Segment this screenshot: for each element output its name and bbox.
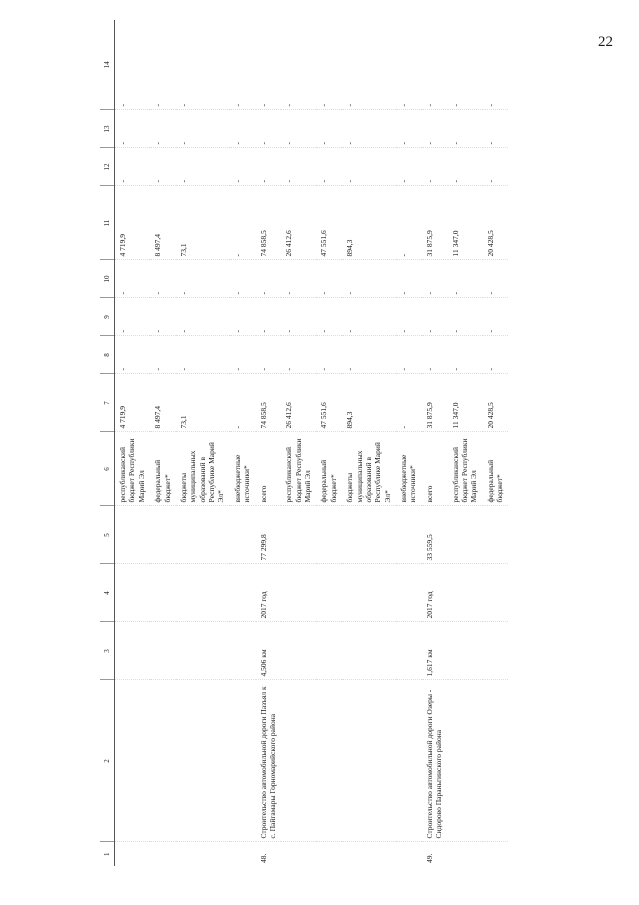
table-row (422, 20, 448, 866)
column-number-2: 2 (100, 680, 115, 842)
table-row (115, 20, 151, 866)
column-number-11: 11 (100, 186, 115, 260)
cell-estimated-cost (281, 506, 316, 564)
cell-value-col-10: - (256, 260, 282, 298)
cell-funding-source: внебюджетные источники* (396, 432, 422, 506)
cell-completion-year (396, 564, 422, 622)
cell-value-col-10: - (422, 260, 448, 298)
cell-value-col-9: - (422, 298, 448, 336)
cell-value-col-11: 47 551,6 (316, 186, 342, 260)
cell-value-col-14: - (150, 20, 176, 110)
table-row (342, 20, 396, 866)
cell-funding-source: федеральный бюджет* (316, 432, 342, 506)
cell-value-col-13: - (316, 110, 342, 148)
cell-value-col-10: - (448, 260, 483, 298)
cell-value-col-11: - (230, 186, 256, 260)
cell-value-col-12: - (396, 148, 422, 186)
cell-value-total: 4 719,9 (115, 374, 151, 432)
cell-value-col-10: - (316, 260, 342, 298)
cell-row-number (150, 842, 176, 866)
cell-value-col-10: - (483, 260, 509, 298)
cell-capacity: 1,617 км (422, 622, 448, 680)
cell-estimated-cost (115, 506, 151, 564)
table-row (256, 20, 282, 866)
cell-row-number: 48. (258, 853, 268, 863)
cell-estimated-cost (448, 506, 483, 564)
cell-value-total: 11 347,0 (448, 374, 483, 432)
cell-value-col-8: - (342, 336, 396, 374)
cell-funding-source: всего (422, 432, 448, 506)
table-body (100, 20, 508, 866)
cell-value-col-8: - (150, 336, 176, 374)
column-number-14: 14 (100, 20, 115, 110)
cell-completion-year: 2017 год (422, 564, 448, 622)
cell-capacity (281, 622, 316, 680)
header-number-row (100, 20, 115, 866)
cell-value-col-10: - (115, 260, 151, 298)
cell-estimated-cost: 77 299,8 (256, 506, 282, 564)
column-number-6: 6 (100, 432, 115, 506)
cell-value-col-13: - (176, 110, 230, 148)
cell-value-col-10: - (281, 260, 316, 298)
cell-object-name (115, 680, 151, 842)
cell-row-number (176, 842, 230, 866)
column-number-9: 9 (100, 298, 115, 336)
cell-value-col-12: - (342, 148, 396, 186)
cell-value-col-11: - (396, 186, 422, 260)
cell-funding-source: федеральный бюджет* (483, 432, 509, 506)
cell-value-total: 31 875,9 (422, 374, 448, 432)
cell-capacity (483, 622, 509, 680)
cell-value-col-12: - (316, 148, 342, 186)
column-number-1: 1 (100, 842, 115, 866)
cell-value-col-13: - (483, 110, 509, 148)
cell-value-col-9: - (281, 298, 316, 336)
cell-value-total: 20 428,5 (483, 374, 509, 432)
cell-value-col-9: - (316, 298, 342, 336)
cell-capacity (230, 622, 256, 680)
cell-value-col-11: 31 875,9 (422, 186, 448, 260)
cell-value-total: 26 412,6 (281, 374, 316, 432)
budget-table (100, 20, 508, 866)
cell-value-col-13: - (230, 110, 256, 148)
cell-value-col-14: - (230, 20, 256, 110)
cell-completion-year (448, 564, 483, 622)
cell-object-name (342, 680, 396, 842)
cell-value-col-12: - (150, 148, 176, 186)
cell-row-number (342, 842, 396, 866)
cell-completion-year (115, 564, 151, 622)
cell-capacity: 4,506 км (256, 622, 282, 680)
column-number-4: 4 (100, 564, 115, 622)
cell-value-col-11: 4 719,9 (115, 186, 151, 260)
cell-completion-year (176, 564, 230, 622)
cell-value-col-14: - (483, 20, 509, 110)
column-number-8: 8 (100, 336, 115, 374)
cell-capacity (448, 622, 483, 680)
cell-funding-source: республиканский бюджет Республики Марий Эл (448, 432, 483, 506)
cell-funding-source: республиканский бюджет Республики Марий Эл (115, 432, 151, 506)
cell-value-col-14: - (342, 20, 396, 110)
cell-estimated-cost (342, 506, 396, 564)
cell-object-name: Строительство автомобильной дороги Озеры - Сидорово Параньгинского района (422, 680, 448, 842)
cell-capacity (342, 622, 396, 680)
cell-value-col-13: - (150, 110, 176, 148)
cell-value-col-11: 8 497,4 (150, 186, 176, 260)
cell-value-col-14: - (422, 20, 448, 110)
cell-object-name (448, 680, 483, 842)
cell-value-col-9: - (256, 298, 282, 336)
cell-value-col-11: 74 858,5 (256, 186, 282, 260)
cell-value-col-11: 26 412,6 (281, 186, 316, 260)
cell-value-total: 8 497,4 (150, 374, 176, 432)
cell-value-col-9: - (448, 298, 483, 336)
cell-value-col-13: - (281, 110, 316, 148)
cell-value-col-12: - (448, 148, 483, 186)
cell-object-name (483, 680, 509, 842)
cell-value-col-9: - (396, 298, 422, 336)
cell-completion-year (150, 564, 176, 622)
cell-capacity (316, 622, 342, 680)
cell-value-col-8: - (176, 336, 230, 374)
cell-funding-source: республиканский бюджет Республики Марий Эл (281, 432, 316, 506)
cell-value-total: - (230, 374, 256, 432)
cell-completion-year (281, 564, 316, 622)
cell-value-col-9: - (342, 298, 396, 336)
cell-value-col-11: 11 347,0 (448, 186, 483, 260)
cell-object-name (230, 680, 256, 842)
cell-completion-year: 2017 год (256, 564, 282, 622)
cell-estimated-cost (230, 506, 256, 564)
column-number-12: 12 (100, 148, 115, 186)
cell-value-col-8: - (422, 336, 448, 374)
table-row (483, 20, 509, 866)
cell-value-col-14: - (448, 20, 483, 110)
cell-object-name (150, 680, 176, 842)
cell-value-col-11: 73,1 (176, 186, 230, 260)
cell-value-col-13: - (448, 110, 483, 148)
rotated-table-frame (100, 20, 639, 866)
cell-value-col-8: - (115, 336, 151, 374)
cell-funding-source: бюджеты муниципальных образований в Республике Марий Эл* (176, 432, 230, 506)
cell-estimated-cost (150, 506, 176, 564)
page-number: 22 (598, 34, 613, 50)
cell-row-number (316, 842, 342, 866)
cell-value-col-14: - (176, 20, 230, 110)
cell-capacity (176, 622, 230, 680)
cell-row-number (115, 842, 151, 866)
column-number-5: 5 (100, 506, 115, 564)
table-row (396, 20, 422, 866)
cell-row-number (448, 842, 483, 866)
cell-capacity (396, 622, 422, 680)
cell-value-col-14: - (281, 20, 316, 110)
cell-estimated-cost (483, 506, 509, 564)
cell-value-col-8: - (483, 336, 509, 374)
cell-value-col-9: - (230, 298, 256, 336)
cell-completion-year (316, 564, 342, 622)
cell-value-col-10: - (396, 260, 422, 298)
cell-value-col-9: - (115, 298, 151, 336)
cell-value-col-8: - (316, 336, 342, 374)
cell-value-total: - (396, 374, 422, 432)
cell-estimated-cost (396, 506, 422, 564)
cell-value-col-8: - (448, 336, 483, 374)
cell-value-col-10: - (176, 260, 230, 298)
cell-value-col-13: - (422, 110, 448, 148)
cell-completion-year (230, 564, 256, 622)
cell-value-total: 894,3 (342, 374, 396, 432)
cell-row-number (396, 842, 422, 866)
cell-funding-source: внебюджетные источники* (230, 432, 256, 506)
cell-value-col-12: - (281, 148, 316, 186)
column-number-10: 10 (100, 260, 115, 298)
table-row (150, 20, 176, 866)
cell-row-number (281, 842, 316, 866)
table-row (281, 20, 316, 866)
cell-estimated-cost (176, 506, 230, 564)
cell-value-col-10: - (230, 260, 256, 298)
cell-object-name (316, 680, 342, 842)
cell-value-col-8: - (281, 336, 316, 374)
cell-value-col-14: - (115, 20, 151, 110)
cell-value-col-11: 20 428,5 (483, 186, 509, 260)
cell-estimated-cost (316, 506, 342, 564)
cell-row-number (483, 842, 509, 866)
cell-funding-source: федеральный бюджет* (150, 432, 176, 506)
cell-value-col-9: - (176, 298, 230, 336)
cell-value-col-14: - (396, 20, 422, 110)
cell-value-col-11: 894,3 (342, 186, 396, 260)
cell-value-col-10: - (150, 260, 176, 298)
table-row (230, 20, 256, 866)
cell-value-col-8: - (230, 336, 256, 374)
cell-completion-year (483, 564, 509, 622)
table-row (316, 20, 342, 866)
cell-capacity (150, 622, 176, 680)
cell-row-number (230, 842, 256, 866)
cell-value-total: 74 858,5 (256, 374, 282, 432)
cell-capacity (115, 622, 151, 680)
cell-value-col-14: - (316, 20, 342, 110)
cell-object-name (281, 680, 316, 842)
cell-value-col-12: - (176, 148, 230, 186)
cell-value-col-12: - (115, 148, 151, 186)
cell-value-col-8: - (256, 336, 282, 374)
cell-value-col-13: - (342, 110, 396, 148)
cell-estimated-cost: 33 559,5 (422, 506, 448, 564)
cell-value-col-9: - (150, 298, 176, 336)
cell-object-name (396, 680, 422, 842)
cell-value-col-12: - (230, 148, 256, 186)
column-number-13: 13 (100, 110, 115, 148)
cell-value-col-10: - (342, 260, 396, 298)
cell-funding-source: всего (256, 432, 282, 506)
cell-value-col-12: - (483, 148, 509, 186)
cell-value-col-12: - (422, 148, 448, 186)
cell-value-col-9: - (483, 298, 509, 336)
cell-value-col-14: - (256, 20, 282, 110)
cell-value-total: 73,1 (176, 374, 230, 432)
table-row (176, 20, 230, 866)
column-number-7: 7 (100, 374, 115, 432)
cell-value-col-13: - (396, 110, 422, 148)
cell-value-col-13: - (256, 110, 282, 148)
cell-object-name (176, 680, 230, 842)
cell-object-name: Строительство автомобильной дороги Пазъял к с. Пайгамары Горномарийского района (256, 680, 282, 842)
cell-funding-source: бюджеты муниципальных образований в Республике Марий Эл* (342, 432, 396, 506)
cell-value-col-12: - (256, 148, 282, 186)
cell-value-col-13: - (115, 110, 151, 148)
cell-row-number: 49. (424, 853, 434, 863)
table-row (448, 20, 483, 866)
column-number-3: 3 (100, 622, 115, 680)
cell-value-col-8: - (396, 336, 422, 374)
cell-value-total: 47 551,6 (316, 374, 342, 432)
cell-completion-year (342, 564, 396, 622)
